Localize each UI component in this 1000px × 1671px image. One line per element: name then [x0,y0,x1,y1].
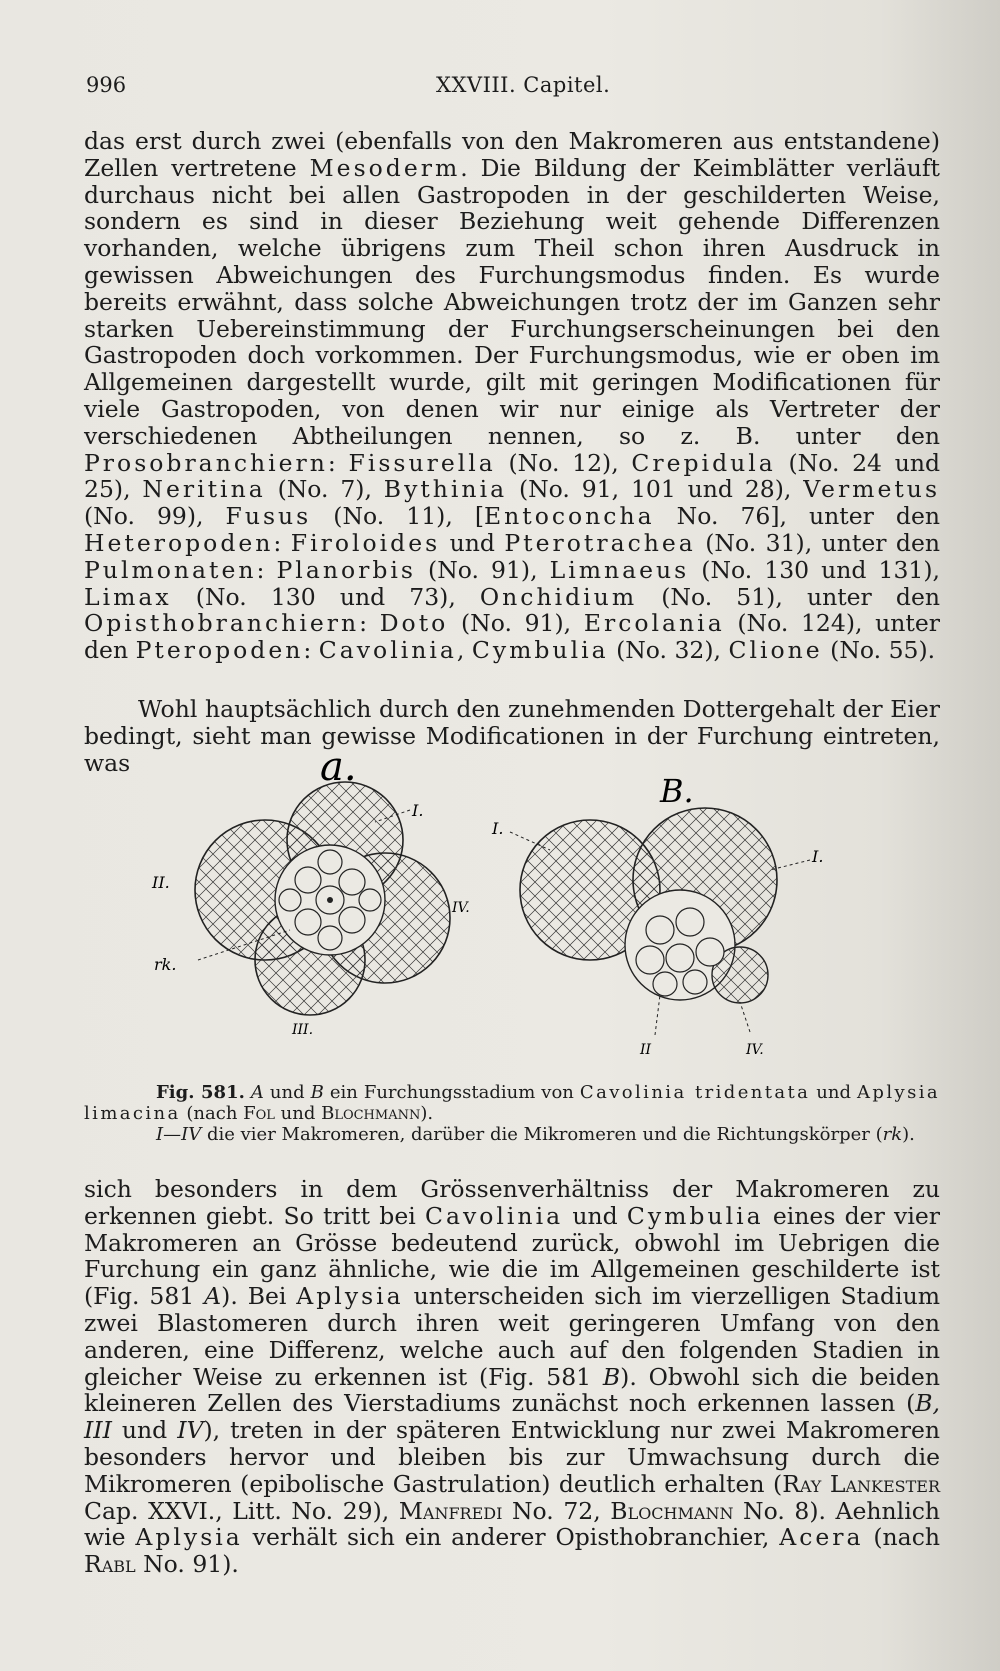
text-run: und [440,528,505,557]
term: Doto [379,609,449,638]
figure-b-drawing [491,772,823,1058]
text-run: und [274,1103,322,1124]
text-run: : [303,636,319,665]
figure-ref: IV [177,1416,204,1445]
figure-a-label-i: I. [412,801,424,820]
text-run: No. 76], unter den [654,502,940,531]
text-run: : [273,528,291,557]
text-run: und [810,1082,858,1103]
caption-rk: rk [882,1124,903,1145]
term: Limax [84,582,172,611]
species-name: Cavolinia tridentata [579,1082,811,1103]
text-run: (No. 24 und 25), [84,448,941,504]
text-run: ). Bei [221,1282,297,1311]
text-run: . Die Bildung der Keimblätter verläuft durchaus nicht bei allen Gastropoden in der geschilderten Weise, sondern es sind in dieser Beziehung weit gehende Differenzen vorhanden, welche übrigens zum Theil schon ihren Ausdruck in gewissen Abweichungen des Furchungsmodus finden. Es wurde bereits erwähnt, dass solche Abweichungen trotz der im Ganzen sehr starken Uebereinstimmung der Furchungserscheinungen bei den Gastropoden doch vorkommen. Der Furchungsmodus, wie er oben im Allgemeinen dargestellt wurde, gilt mit geringen Modificationen für viele Gastropoden, von denen wir nur einige als Vertreter der verschiedenen Abtheilungen nennen, so z. B. unter den [84,153,940,450]
term: Acera [779,1523,864,1552]
figure-b-label-iv: IV. [746,1042,764,1058]
figure-a-label-iv: IV. [452,900,470,916]
figure-a-drawing [151,744,470,1038]
term: Bythinia [383,475,508,504]
paragraph-1 [84,128,940,664]
figure-581 [150,744,940,1070]
text-run: , [456,636,472,665]
paragraph-3-text [84,1176,940,1578]
term: Cymbulia [626,1201,764,1230]
figure-a-label-iii: III. [292,1022,314,1038]
text-run: No. 8). Aehnlich wie [84,1496,941,1552]
text-run: (No. 91), [448,609,584,638]
text-run: Cap. XXVI., Litt. No. 29), [84,1496,399,1525]
term: Neritina [142,475,266,504]
text-run: No. 91). [135,1550,239,1579]
text-run: das erst durch zwei (ebenfalls von den Makromeren aus entstandene) Zellen vertretene [84,127,940,182]
text-run: (No. 130 und 131), [689,555,941,584]
term: Mesoderm [309,153,461,182]
text-run: (No. 32), [608,636,729,665]
text-run: sich besonders in dem Grössenverhältniss der Makromeren zu erkennen giebt. So tritt bei [84,1175,940,1230]
figure-b-label-i-right: I. [812,847,824,866]
text-run: und [563,1201,627,1230]
term: Fissurella [348,448,496,477]
text-run: (No. 124), unter den [84,609,940,665]
caption-line-1 [84,1082,940,1124]
text-run: : [359,609,380,638]
term: Ercolania [583,609,725,638]
term: Limnaeus [549,555,690,584]
term: Opisthobranchiern [84,609,360,638]
text-run: (No. 55). [822,636,936,665]
text-run: (No. 91, 101 und 28), [507,475,804,504]
term: Prosobranchiern [84,448,328,477]
term: Planorbis [276,555,416,584]
figure-a-label-ii: II. [152,873,170,892]
text-run: (No. 91), [415,555,550,584]
author-name: Blochmann [610,1496,734,1525]
text-run: die vier Makromeren, darüber die Mikromeren und die Richtungskörper ( [201,1124,883,1145]
author-name: Fol [243,1103,275,1124]
text-run: (No. 99), [84,502,226,531]
text-run: : [256,555,277,584]
text-run: und [111,1416,178,1445]
figure-b-label-i-left: I. [492,819,504,838]
figure-a-label: a. [320,744,357,790]
term: Vermetus [803,475,941,504]
text-run: ). [902,1124,915,1145]
text-run: (No. 12), [495,448,632,477]
figure-ref: B [602,1362,621,1391]
caption-b: B [310,1082,324,1103]
term: Cavolinia [318,636,457,665]
author-name: Rabl [84,1550,136,1579]
text-run: ein Furchungsstadium von [323,1082,580,1103]
paragraph-2-text: Wohl hauptsächlich durch den zunehmenden Dottergehalt der Eier bedingt, sieht man gewisse Modificationen in der Furchung eintreten, was [84,695,940,777]
text-run: (No. 7), [265,475,384,504]
paragraph-1-text [84,128,940,664]
species-name: Aplysia limacina [84,1082,940,1124]
text-run: eines der vier Makromeren an Grösse bedeutend zurück, obwohl im Uebrigen die Furchung ein ganz ähnliche, wie die im Allgemeinen geschilderte ist (Fig. 581 [84,1201,940,1311]
caption-line-2 [84,1124,940,1145]
figure-581-illustration [150,744,940,1070]
text-run: (nach [180,1103,244,1124]
term: Pteropoden [135,636,304,665]
author-name: Manfredi [398,1496,503,1525]
term: Fusus [225,502,312,531]
term: Clione [728,636,823,665]
text-run: unterscheiden sich im vierzelligen Stadium zwei Blastomeren durch ihren weit geringeren Umfang von den anderen, eine Differenz, welche auch auf den folgenden Stadien in gleicher Weise zu erkennen ist (Fig. 581 [84,1282,940,1391]
figure-a-label-rk: rk. [154,955,177,974]
author-name: Blochmann [321,1103,421,1124]
term: Heteropoden [84,528,274,557]
chapter-title: XXVIII. Capitel. [436,73,611,97]
text-run: (No. 51), unter den [637,582,940,611]
term: Aplysia [296,1282,404,1311]
term: Cymbulia [471,636,609,665]
text-run: (nach [863,1523,940,1552]
text-run: ). Obwohl sich die beiden kleineren Zellen des Vierstadiums zunächst noch erkennen lassen ( [84,1362,940,1418]
figure-number: Fig. 581. [156,1082,245,1103]
text-run: (No. 130 und 73), [171,582,480,611]
caption-range: I—IV [156,1124,202,1145]
figure-b-label-ii: II [640,1042,652,1058]
term: Aplysia [135,1523,243,1552]
term: Pterotrachea [504,528,696,557]
text-run: ). [420,1103,434,1124]
author-name: Ray Lankester [782,1469,940,1498]
text-run: verhält sich ein anderer Opisthobranchier, [242,1523,780,1552]
text-run: (No. 11), [ [311,502,484,531]
figure-caption [84,1082,940,1145]
term: Cavolinia [424,1201,564,1230]
term: Pulmonaten [84,555,257,584]
paragraph-2 [84,696,940,776]
figure-ref: B, III [84,1389,940,1445]
page-number: 996 [86,73,127,97]
paragraph-3 [84,1176,940,1578]
text-run: No. 72, [502,1496,611,1525]
term: Entoconcha [483,502,655,531]
term: Crepidula [631,448,776,477]
text-run: (No. 31), unter den [695,528,940,557]
term: Firoloides [290,528,441,557]
text-run: : [327,448,349,477]
figure-ref: A [204,1282,222,1311]
text-run: ), treten in der späteren Entwicklung nur zwei Makromeren besonders hervor und bleiben bis zur Umwachsung durch die Mikromeren (epibolische Gastrulation) deutlich erhalten ( [84,1416,940,1498]
figure-b-label: B. [660,772,694,810]
term: Onchidium [479,582,638,611]
text-run: und [263,1082,311,1103]
caption-a: A [250,1082,264,1103]
